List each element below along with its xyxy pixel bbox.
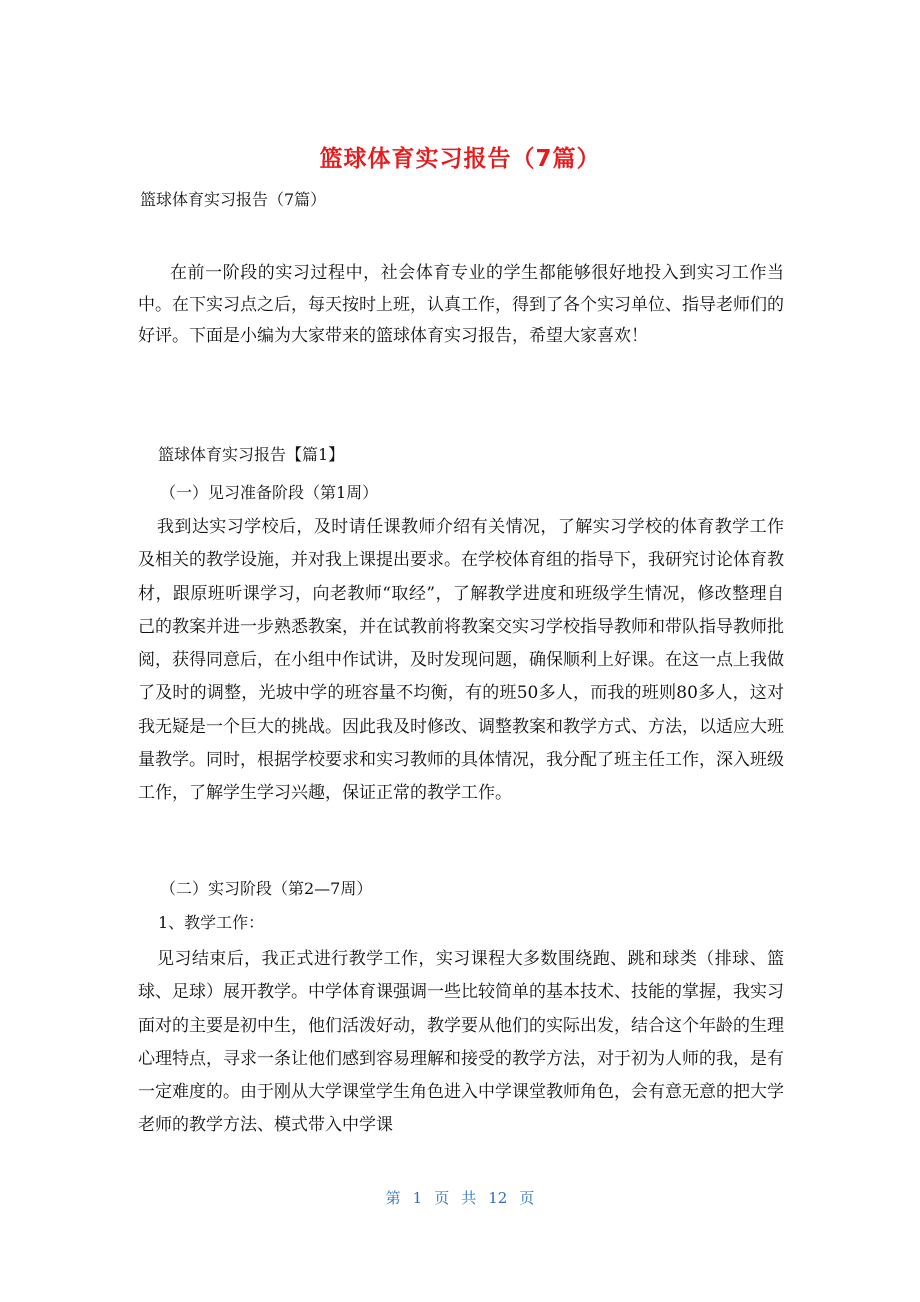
teaching-heading: 1、教学工作： [158,913,265,932]
footer-total-unit: 页 [519,1189,535,1207]
teaching-body-paragraph: 见习结束后，我正式进行教学工作，实习课程大多数围绕跑、跳和球类（排球、篮球、足球）展开教学。中学体育课强调一些比较简单的基本技术、技能的掌握，我实习面对的主要是初中生，他们活泼好动，教学要从他们的实际出发，结合这个年龄的生理心理特点，寻求一条让他们感到容易理解和接受的教学方法，对于初为人师的我，是有一定难度的。由于刚从大学课堂学生角色进入中学课堂教师角色，会有意无意的把大学老师的教学方法、模式带入中学课 [138,949,784,1136]
document-title: 篮球体育实习报告（7篇） [319,146,601,172]
footer-page-number: 1 [412,1189,423,1207]
stage1-heading: （一）见习准备阶段（第1周） [160,483,379,502]
part1-heading: 篮球体育实习报告【篇1】 [158,445,345,464]
stage2-heading: （二）实习阶段（第2—7周） [160,879,373,898]
intro-paragraph: 在前一阶段的实习过程中，社会体育专业的学生都能够很好地投入到实习工作当中。在下实习点之后，每天按时上班，认真工作，得到了各个实习单位、指导老师们的好评。下面是小编为大家带来的篮球体育实习报告，希望大家喜欢！ [138,263,784,347]
footer-page-label: 第 [385,1189,401,1207]
page-footer [0,1187,920,1208]
footer-total-label: 共 [461,1189,477,1207]
document-subtitle: 篮球体育实习报告（7篇） [140,190,327,209]
footer-page-unit: 页 [434,1189,450,1207]
footer-total-pages: 12 [488,1189,508,1207]
stage1-body-paragraph: 我到达实习学校后，及时请任课教师介绍有关情况，了解实习学校的体育教学工作及相关的教学设施，并对我上课提出要求。在学校体育组的指导下，我研究讨论体育教材，跟原班听课学习，向老教师“取经”，了解教学进度和班级学生情况，修改整理自己的教案并进一步熟悉教案，并在试教前将教案交实习学校指导教师和带队指导教师批阅，获得同意后，在小组中作试讲，及时发现问题，确保顺利上好课。在这一点上我做了及时的调整，光坡中学的班容量不均衡，有的班50多人，而我的班则80多人，这对我无疑是一个巨大的挑战。因此我及时修改、调整教案和教学方式、方法，以适应大班量教学。同时，根据学校要求和实习教师的具体情况，我分配了班主任工作，深入班级工作，了解学生学习兴趣，保证正常的教学工作。 [138,517,784,804]
